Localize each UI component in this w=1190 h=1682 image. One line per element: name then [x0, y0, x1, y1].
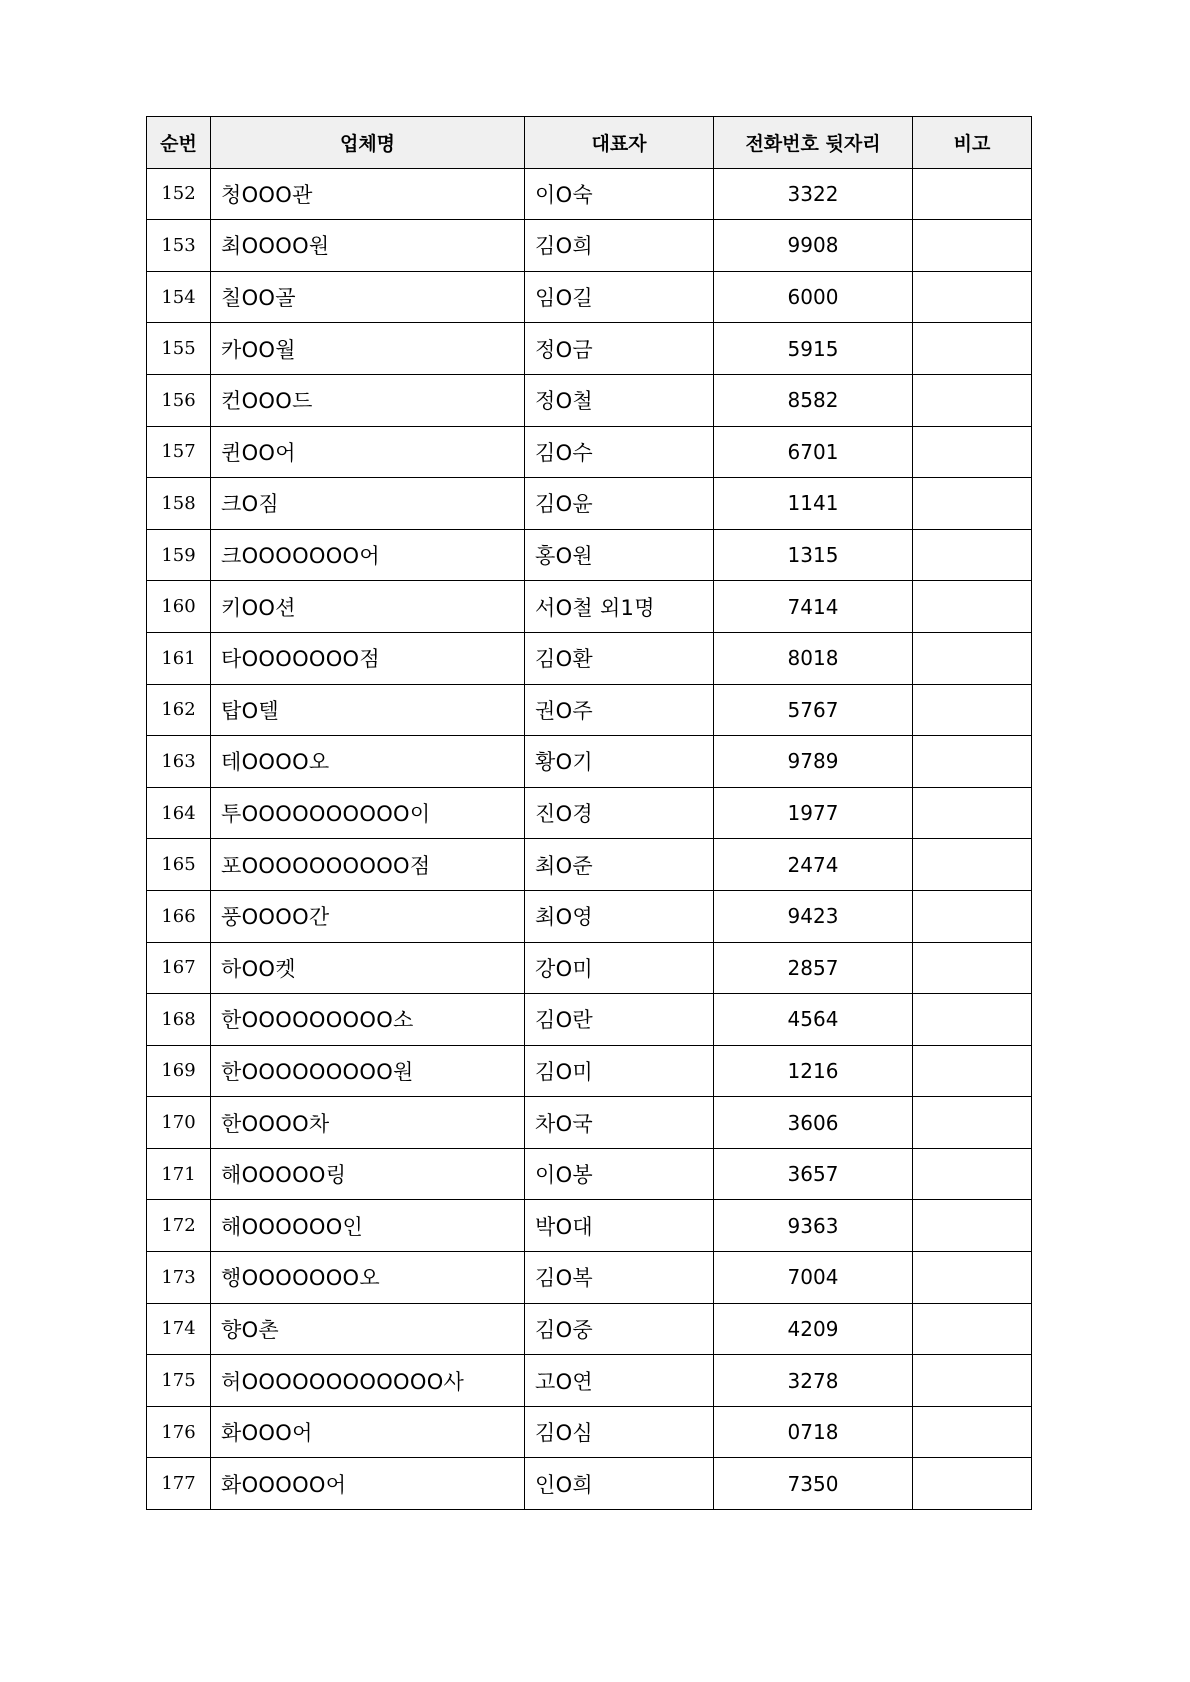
cell-no: 161 — [147, 632, 211, 684]
cell-note — [913, 478, 1032, 530]
cell-no: 152 — [147, 168, 211, 220]
cell-business-name: 투OOOOOOOOOO이 — [211, 787, 525, 839]
cell-business-name: 카OO월 — [211, 323, 525, 375]
cell-representative: 최O영 — [525, 890, 714, 942]
cell-note — [913, 271, 1032, 323]
cell-phone-last-digits: 6701 — [714, 426, 913, 478]
cell-note — [913, 839, 1032, 891]
cell-note — [913, 1252, 1032, 1304]
cell-phone-last-digits: 3322 — [714, 168, 913, 220]
cell-note — [913, 684, 1032, 736]
cell-business-name: 해OOOOOO인 — [211, 1200, 525, 1252]
business-table — [146, 116, 1032, 1510]
table-row — [147, 890, 1032, 942]
cell-representative: 박O대 — [525, 1200, 714, 1252]
table-row — [147, 736, 1032, 788]
table-header-row — [147, 117, 1032, 169]
cell-business-name: 테OOOO오 — [211, 736, 525, 788]
cell-representative: 황O기 — [525, 736, 714, 788]
cell-business-name: 한OOOO차 — [211, 1097, 525, 1149]
cell-phone-last-digits: 4209 — [714, 1303, 913, 1355]
table-row — [147, 942, 1032, 994]
cell-representative: 김O환 — [525, 632, 714, 684]
cell-note — [913, 736, 1032, 788]
cell-representative: 인O희 — [525, 1458, 714, 1510]
cell-phone-last-digits: 8018 — [714, 632, 913, 684]
cell-business-name: 퀸OO어 — [211, 426, 525, 478]
cell-representative: 최O준 — [525, 839, 714, 891]
cell-no: 163 — [147, 736, 211, 788]
table-row — [147, 374, 1032, 426]
cell-phone-last-digits: 1216 — [714, 1045, 913, 1097]
cell-note — [913, 632, 1032, 684]
cell-representative: 김O수 — [525, 426, 714, 478]
table-row — [147, 787, 1032, 839]
cell-no: 156 — [147, 374, 211, 426]
cell-business-name: 크OOOOOOO어 — [211, 529, 525, 581]
cell-representative: 김O중 — [525, 1303, 714, 1355]
table-row — [147, 426, 1032, 478]
cell-phone-last-digits: 0718 — [714, 1406, 913, 1458]
table-row — [147, 1458, 1032, 1510]
cell-no: 176 — [147, 1406, 211, 1458]
cell-business-name: 풍OOOO간 — [211, 890, 525, 942]
cell-representative: 김O심 — [525, 1406, 714, 1458]
table-row — [147, 529, 1032, 581]
cell-representative: 김O희 — [525, 220, 714, 272]
table-row — [147, 839, 1032, 891]
cell-no: 168 — [147, 994, 211, 1046]
header-business-name: 업체명 — [211, 117, 525, 169]
cell-no: 155 — [147, 323, 211, 375]
table-row — [147, 1045, 1032, 1097]
table-row — [147, 478, 1032, 530]
cell-phone-last-digits: 7350 — [714, 1458, 913, 1510]
cell-business-name: 하OO켓 — [211, 942, 525, 994]
cell-representative: 임O길 — [525, 271, 714, 323]
cell-no: 166 — [147, 890, 211, 942]
cell-business-name: 컨OOO드 — [211, 374, 525, 426]
cell-business-name: 한OOOOOOOOO원 — [211, 1045, 525, 1097]
table-row — [147, 323, 1032, 375]
cell-no: 177 — [147, 1458, 211, 1510]
cell-note — [913, 220, 1032, 272]
cell-phone-last-digits: 8582 — [714, 374, 913, 426]
cell-business-name: 허OOOOOOOOOOOO사 — [211, 1355, 525, 1407]
cell-representative: 이O봉 — [525, 1148, 714, 1200]
cell-phone-last-digits: 9789 — [714, 736, 913, 788]
table-row — [147, 1355, 1032, 1407]
cell-phone-last-digits: 9423 — [714, 890, 913, 942]
table-row — [147, 271, 1032, 323]
cell-phone-last-digits: 2857 — [714, 942, 913, 994]
cell-business-name: 화OOOOO어 — [211, 1458, 525, 1510]
cell-representative: 고O연 — [525, 1355, 714, 1407]
cell-business-name: 포OOOOOOOOOO점 — [211, 839, 525, 891]
cell-representative: 홍O원 — [525, 529, 714, 581]
cell-phone-last-digits: 3278 — [714, 1355, 913, 1407]
cell-note — [913, 1045, 1032, 1097]
cell-business-name: 타OOOOOOO점 — [211, 632, 525, 684]
cell-note — [913, 1355, 1032, 1407]
cell-note — [913, 1148, 1032, 1200]
cell-no: 153 — [147, 220, 211, 272]
cell-business-name: 탑O텔 — [211, 684, 525, 736]
cell-note — [913, 1303, 1032, 1355]
cell-phone-last-digits: 4564 — [714, 994, 913, 1046]
cell-phone-last-digits: 1141 — [714, 478, 913, 530]
cell-note — [913, 1097, 1032, 1149]
cell-representative: 정O금 — [525, 323, 714, 375]
cell-phone-last-digits: 1977 — [714, 787, 913, 839]
cell-phone-last-digits: 6000 — [714, 271, 913, 323]
header-no: 순번 — [147, 117, 211, 169]
cell-representative: 서O철 외1명 — [525, 581, 714, 633]
cell-note — [913, 323, 1032, 375]
cell-business-name: 향O촌 — [211, 1303, 525, 1355]
cell-phone-last-digits: 3606 — [714, 1097, 913, 1149]
cell-no: 167 — [147, 942, 211, 994]
cell-no: 172 — [147, 1200, 211, 1252]
cell-note — [913, 994, 1032, 1046]
cell-representative: 강O미 — [525, 942, 714, 994]
cell-phone-last-digits: 1315 — [714, 529, 913, 581]
cell-note — [913, 787, 1032, 839]
table-row — [147, 168, 1032, 220]
table-row — [147, 1097, 1032, 1149]
cell-business-name: 해OOOOO링 — [211, 1148, 525, 1200]
cell-representative: 차O국 — [525, 1097, 714, 1149]
table-row — [147, 1406, 1032, 1458]
cell-representative: 이O숙 — [525, 168, 714, 220]
cell-no: 165 — [147, 839, 211, 891]
cell-note — [913, 374, 1032, 426]
cell-no: 154 — [147, 271, 211, 323]
cell-representative: 정O철 — [525, 374, 714, 426]
cell-business-name: 행OOOOOOO오 — [211, 1252, 525, 1304]
cell-representative: 김O미 — [525, 1045, 714, 1097]
table-row — [147, 994, 1032, 1046]
cell-phone-last-digits: 5767 — [714, 684, 913, 736]
cell-no: 158 — [147, 478, 211, 530]
cell-business-name: 크O짐 — [211, 478, 525, 530]
cell-business-name: 화OOO어 — [211, 1406, 525, 1458]
cell-no: 170 — [147, 1097, 211, 1149]
cell-representative: 김O윤 — [525, 478, 714, 530]
cell-no: 162 — [147, 684, 211, 736]
cell-representative: 권O주 — [525, 684, 714, 736]
cell-phone-last-digits: 9908 — [714, 220, 913, 272]
cell-no: 160 — [147, 581, 211, 633]
cell-no: 173 — [147, 1252, 211, 1304]
table-row — [147, 684, 1032, 736]
cell-representative: 김O란 — [525, 994, 714, 1046]
cell-note — [913, 168, 1032, 220]
table-body — [147, 168, 1032, 1509]
cell-note — [913, 942, 1032, 994]
cell-business-name: 최OOOO원 — [211, 220, 525, 272]
table-row — [147, 1200, 1032, 1252]
cell-note — [913, 1200, 1032, 1252]
cell-note — [913, 890, 1032, 942]
cell-phone-last-digits: 3657 — [714, 1148, 913, 1200]
cell-phone-last-digits: 7004 — [714, 1252, 913, 1304]
cell-note — [913, 1406, 1032, 1458]
table-row — [147, 632, 1032, 684]
cell-phone-last-digits: 9363 — [714, 1200, 913, 1252]
cell-phone-last-digits: 2474 — [714, 839, 913, 891]
cell-business-name: 한OOOOOOOOO소 — [211, 994, 525, 1046]
cell-no: 175 — [147, 1355, 211, 1407]
cell-business-name: 키OO션 — [211, 581, 525, 633]
table-row — [147, 1303, 1032, 1355]
cell-no: 159 — [147, 529, 211, 581]
cell-phone-last-digits: 5915 — [714, 323, 913, 375]
header-representative: 대표자 — [525, 117, 714, 169]
cell-representative: 김O복 — [525, 1252, 714, 1304]
cell-no: 169 — [147, 1045, 211, 1097]
cell-phone-last-digits: 7414 — [714, 581, 913, 633]
table-row — [147, 581, 1032, 633]
header-phone-last-digits: 전화번호 뒷자리 — [714, 117, 913, 169]
header-note: 비고 — [913, 117, 1032, 169]
cell-note — [913, 529, 1032, 581]
table-row — [147, 1148, 1032, 1200]
cell-business-name: 청OOO관 — [211, 168, 525, 220]
cell-business-name: 칠OO골 — [211, 271, 525, 323]
cell-no: 164 — [147, 787, 211, 839]
cell-no: 174 — [147, 1303, 211, 1355]
table-row — [147, 1252, 1032, 1304]
cell-note — [913, 1458, 1032, 1510]
cell-no: 171 — [147, 1148, 211, 1200]
table-row — [147, 220, 1032, 272]
cell-representative: 진O경 — [525, 787, 714, 839]
cell-no: 157 — [147, 426, 211, 478]
cell-note — [913, 581, 1032, 633]
cell-note — [913, 426, 1032, 478]
